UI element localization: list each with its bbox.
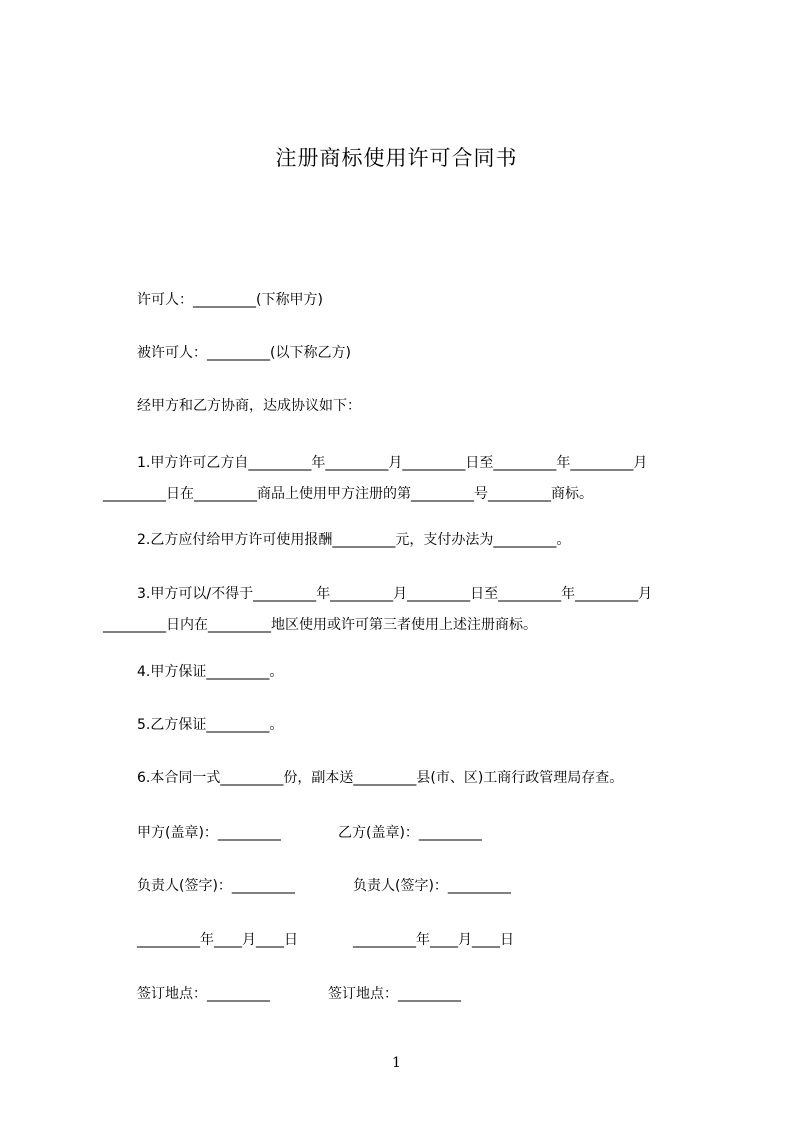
clause-5: 5.乙方保证_________。 — [137, 717, 284, 733]
clause-2: 2.乙方应付给甲方许可使用报酬_________元，支付办法为_________。 — [137, 532, 571, 548]
intro-line: 经甲方和乙方协商，达成协议如下： — [137, 398, 361, 414]
party-a-date: _________年____月____日 — [137, 932, 298, 948]
party-b-responsible-person: 负责人(签字)：_________ — [353, 878, 511, 894]
party-a-responsible-person: 负责人(签字)：_________ — [137, 878, 295, 894]
clause-1: 1.甲方许可乙方自_________年_________月_________日至_________年_________月_________日在_________商品上使用甲方注册的第_________号_________商标。 — [103, 455, 648, 502]
licensor-line: 许可人：_________(下称甲方) — [137, 292, 323, 308]
party-a-signing-place: 签订地点：_________ — [137, 986, 270, 1002]
party-b-date: _________年____月____日 — [353, 932, 514, 948]
clause-6: 6.本合同一式_________份，副本送_________县(市、区)工商行政管理局存查。 — [137, 770, 624, 786]
clause-3: 3.甲方可以/不得于_________年_________月_________日至_________年_________月_________日内在_________地区使用或许可第三者使用上述注册商标。 — [103, 586, 653, 633]
party-b-seal: 乙方(盖章)：_________ — [338, 825, 482, 841]
page-number: 1 — [392, 1055, 401, 1071]
clause-4: 4.甲方保证_________。 — [137, 664, 284, 680]
document-title: 注册商标使用许可合同书 — [275, 146, 518, 170]
licensee-line: 被许可人：_________(以下称乙方) — [137, 345, 351, 361]
party-a-seal: 甲方(盖章)：_________ — [137, 825, 281, 841]
party-b-signing-place: 签订地点：_________ — [328, 986, 461, 1002]
